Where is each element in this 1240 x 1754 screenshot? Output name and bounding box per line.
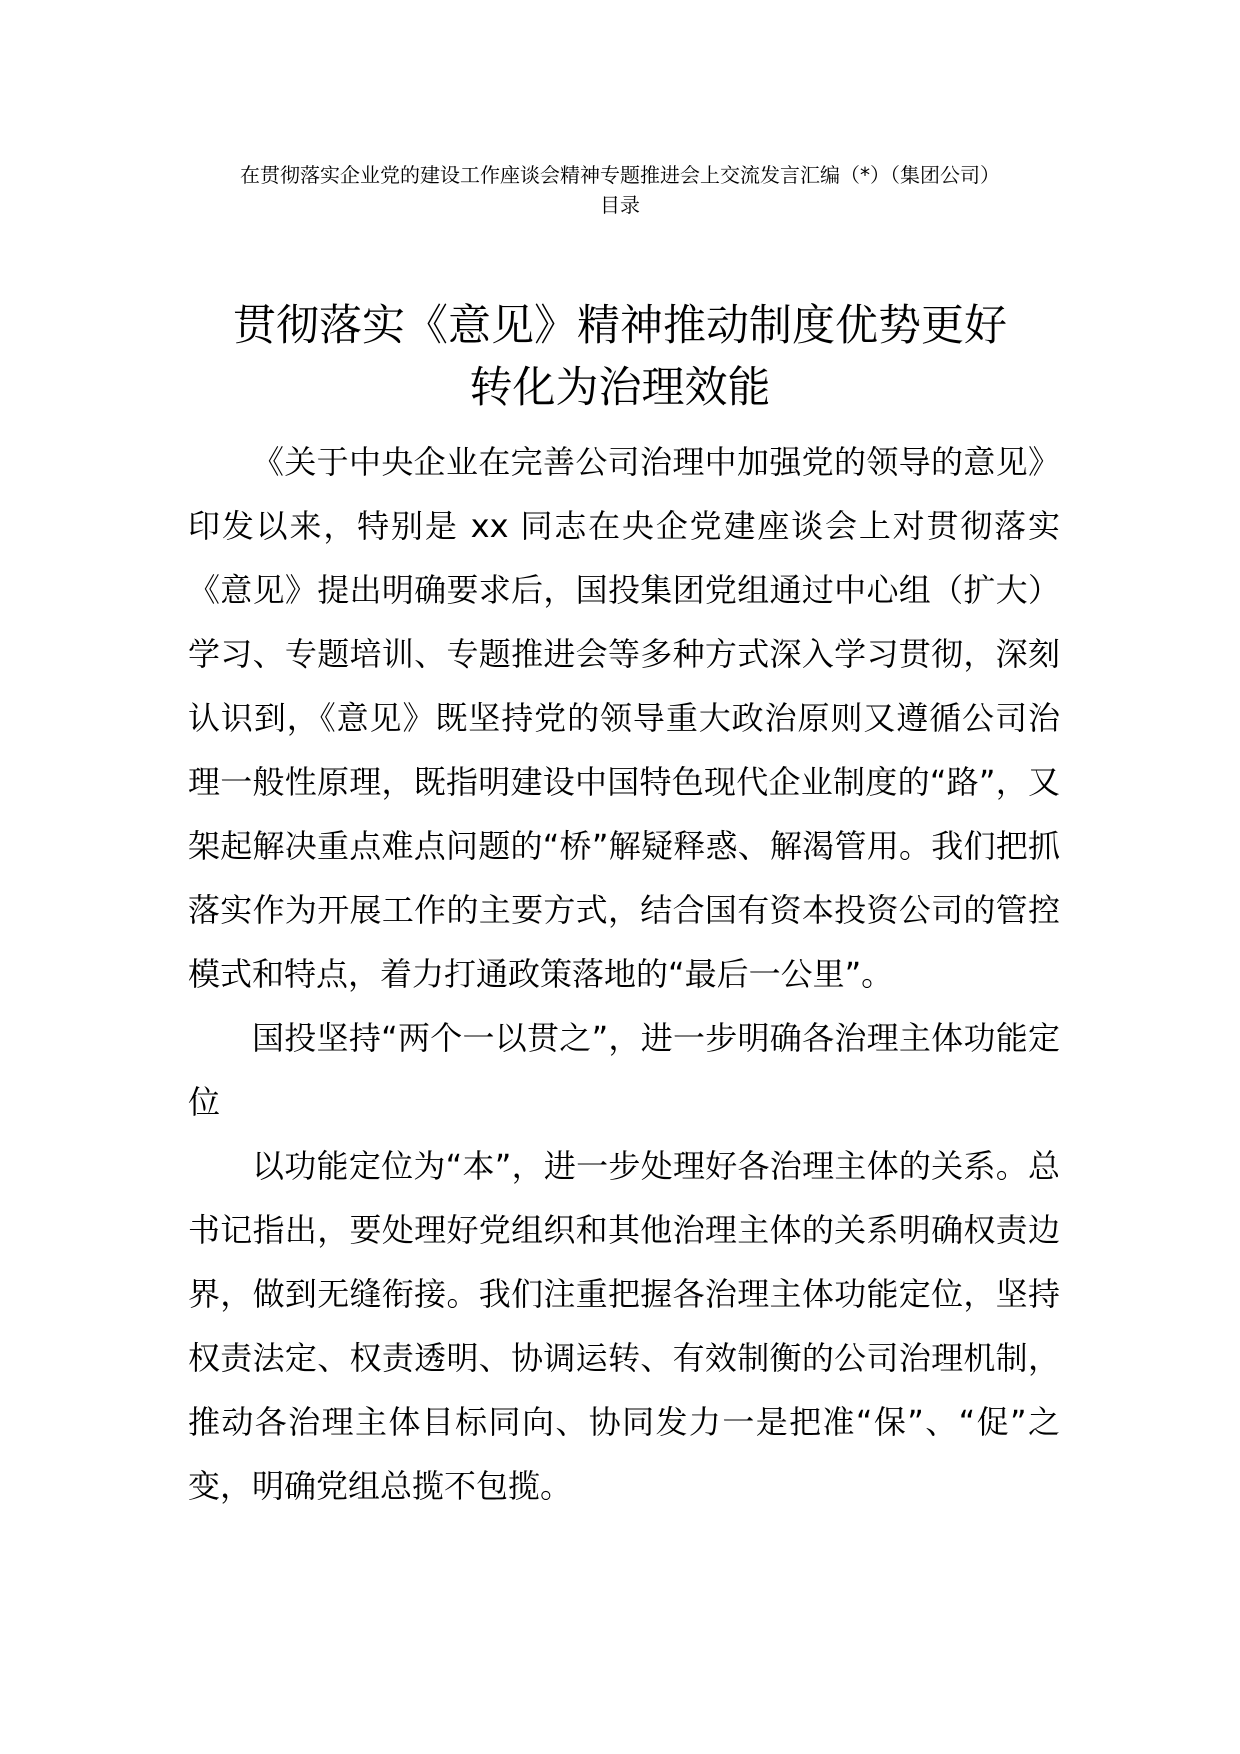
paragraph-subheading: 国投坚持“两个一以贯之”，进一步明确各治理主体功能定位: [188, 1019, 1060, 1121]
header-title: 在贯彻落实企业党的建设工作座谈会精神专题推进会上交流发言汇编（*）（集团公司）: [240, 163, 1000, 187]
article-title-line2: 转化为治理效能: [469, 363, 771, 413]
header-toc-label: 目录: [600, 193, 640, 217]
document-header: [0, 160, 1240, 220]
article-body: [188, 430, 1060, 1518]
article-title: [160, 295, 1080, 419]
article-title-line1: 贯彻落实《意见》精神推动制度优势更好: [233, 301, 1007, 351]
paragraph-function-positioning: 以功能定位为“本”，进一步处理好各治理主体的关系。总书记指出，要处理好党组织和其他治理主体的关系明确权责边界，做到无缝衔接。我们注重把握各治理主体功能定位，坚持权责法定、权责透明、协调运转、有效制衡的公司治理机制，推动各治理主体目标同向、协同发力一是把准“保”、“促”之变，明确党组总揽不包揽。: [188, 1147, 1060, 1505]
paragraph-intro: 《关于中央企业在完善公司治理中加强党的领导的意见》印发以来，特别是 xx 同志在央企党建座谈会上对贯彻落实《意见》提出明确要求后，国投集团党组通过中心组（扩大）学习、专题培训、专题推进会等多种方式深入学习贯彻，深刻认识到，《意见》既坚持党的领导重大政治原则又遵循公司治理一般性原理，既指明建设中国特色现代企业制度的“路”，又架起解决重点难点问题的“桥”解疑释惑、解渴管用。我们把抓落实作为开展工作的主要方式，结合国有资本投资公司的管控模式和特点，着力打通政策落地的“最后一公里”。: [188, 443, 1060, 993]
